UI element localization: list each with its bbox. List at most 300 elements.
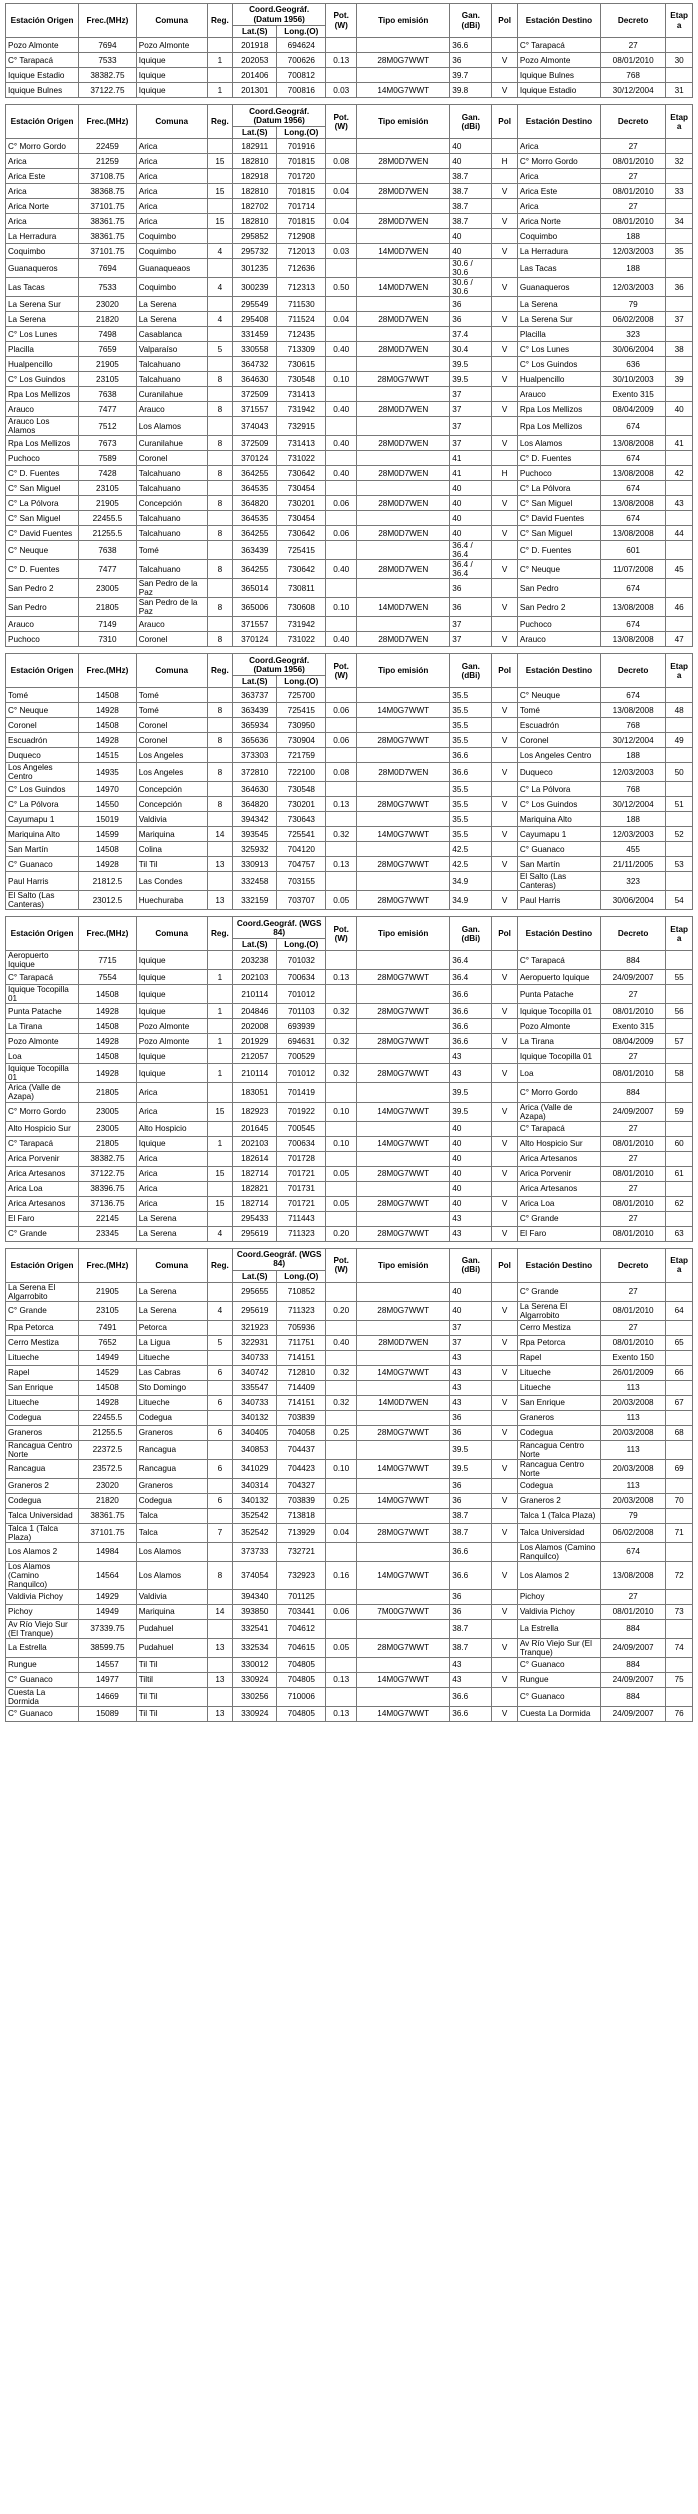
table-cell: 38368.75 bbox=[79, 184, 137, 199]
table-cell bbox=[357, 748, 450, 763]
table-cell bbox=[666, 1508, 693, 1523]
table-cell bbox=[326, 1619, 357, 1638]
table-cell bbox=[357, 1478, 450, 1493]
table-cell: 0.04 bbox=[326, 1523, 357, 1542]
table-row bbox=[6, 244, 693, 259]
table-cell: Sto Domingo bbox=[136, 1380, 207, 1395]
table-cell: 14M0G7WWT bbox=[357, 827, 450, 842]
table-cell: 693939 bbox=[277, 1019, 326, 1034]
table-cell: 36 bbox=[450, 1478, 492, 1493]
table-cell: 14949 bbox=[79, 1350, 137, 1365]
table-cell: 393545 bbox=[233, 827, 277, 842]
table-cell bbox=[492, 951, 517, 970]
header-power: Pot. (W) bbox=[326, 105, 357, 139]
table-cell bbox=[207, 748, 232, 763]
table-row bbox=[6, 970, 693, 985]
table-cell bbox=[357, 1589, 450, 1604]
table-row bbox=[6, 951, 693, 970]
table-cell: V bbox=[492, 857, 517, 872]
table-cell: 08/04/2009 bbox=[600, 402, 665, 417]
table-cell: San Pedro de la Paz bbox=[136, 579, 207, 598]
header-decree: Decreto bbox=[600, 105, 665, 139]
table-cell: Talcahuano bbox=[136, 372, 207, 387]
table-cell: Casablanca bbox=[136, 327, 207, 342]
table-cell bbox=[357, 688, 450, 703]
table-cell: Los Alamos (Camino Ranquilco) bbox=[517, 1542, 600, 1561]
header-commune: Comuna bbox=[136, 654, 207, 688]
table-cell: 113 bbox=[600, 1478, 665, 1493]
header-commune: Comuna bbox=[136, 917, 207, 951]
table-cell: Los Alamos bbox=[517, 436, 600, 451]
table-cell: 36.6 bbox=[450, 1706, 492, 1721]
table-row bbox=[6, 1226, 693, 1241]
table-cell: La Serena Sur bbox=[517, 312, 600, 327]
table-cell: 701714 bbox=[277, 199, 326, 214]
table-row bbox=[6, 68, 693, 83]
table-cell: Pozo Almonte bbox=[6, 38, 79, 53]
table-row bbox=[6, 1657, 693, 1672]
table-cell: 36 bbox=[450, 598, 492, 617]
table-cell: 700626 bbox=[277, 53, 326, 68]
table-cell: 0.25 bbox=[326, 1425, 357, 1440]
table-row bbox=[6, 1064, 693, 1083]
table-cell: 0.05 bbox=[326, 1196, 357, 1211]
table-row bbox=[6, 617, 693, 632]
table-cell: C° D. Fuentes bbox=[6, 560, 79, 579]
table-cell: 6 bbox=[207, 1395, 232, 1410]
table-cell: 1 bbox=[207, 1136, 232, 1151]
table-cell: Concepción bbox=[136, 782, 207, 797]
table-cell: 7477 bbox=[79, 402, 137, 417]
table-cell: 38396.75 bbox=[79, 1181, 137, 1196]
table-cell bbox=[666, 1049, 693, 1064]
table-cell: 601 bbox=[600, 541, 665, 560]
table-cell: 28M0D7WEN bbox=[357, 560, 450, 579]
table-cell: 7M00G7WWT bbox=[357, 1604, 450, 1619]
table-cell: 14984 bbox=[79, 1542, 137, 1561]
table-cell: 340733 bbox=[233, 1350, 277, 1365]
table-cell: 69 bbox=[666, 1459, 693, 1478]
table-cell: 36 bbox=[450, 1589, 492, 1604]
table-cell: 48 bbox=[666, 703, 693, 718]
table-cell: 674 bbox=[600, 481, 665, 496]
table-cell: 4 bbox=[207, 312, 232, 327]
table-row bbox=[6, 417, 693, 436]
table-cell: 325932 bbox=[233, 842, 277, 857]
table-cell: 23105 bbox=[79, 481, 137, 496]
table-cell: 202103 bbox=[233, 1136, 277, 1151]
table-cell bbox=[326, 481, 357, 496]
table-row bbox=[6, 1102, 693, 1121]
table-cell: 332541 bbox=[233, 1619, 277, 1638]
table-cell: Duqueco bbox=[6, 748, 79, 763]
table-cell bbox=[326, 951, 357, 970]
table-cell: 201645 bbox=[233, 1121, 277, 1136]
table-cell: Valdivia bbox=[136, 1589, 207, 1604]
table-cell: 23005 bbox=[79, 1121, 137, 1136]
table-cell: 14M0G7WWT bbox=[357, 1136, 450, 1151]
table-row bbox=[6, 1395, 693, 1410]
table-cell: Alto Hospicio bbox=[136, 1121, 207, 1136]
table-cell: 37 bbox=[450, 387, 492, 402]
table-cell bbox=[326, 842, 357, 857]
table-cell bbox=[492, 688, 517, 703]
table-cell: 40 bbox=[450, 139, 492, 154]
table-cell: Hualpencillo bbox=[6, 357, 79, 372]
table-cell: C° Los Lunes bbox=[6, 327, 79, 342]
table-cell: C° David Fuentes bbox=[6, 526, 79, 541]
table-cell: 182714 bbox=[233, 1196, 277, 1211]
table-cell bbox=[492, 579, 517, 598]
table-cell: C° Tarapacá bbox=[517, 1121, 600, 1136]
table-cell: C° D. Fuentes bbox=[6, 466, 79, 481]
table-cell: V bbox=[492, 436, 517, 451]
table-cell: 13/08/2008 bbox=[600, 1561, 665, 1589]
table-cell: 38.7 bbox=[450, 199, 492, 214]
table-cell bbox=[666, 1121, 693, 1136]
table-cell: Tomé bbox=[517, 703, 600, 718]
table-cell: Duqueco bbox=[517, 763, 600, 782]
table-cell: V bbox=[492, 1604, 517, 1619]
header-polarization: Pol bbox=[492, 917, 517, 951]
table-cell: Coronel bbox=[6, 718, 79, 733]
table-cell: 61 bbox=[666, 1166, 693, 1181]
header-gain: Gan. (dBi) bbox=[450, 4, 492, 38]
table-cell: 694624 bbox=[277, 38, 326, 53]
table-cell: Talca bbox=[136, 1523, 207, 1542]
table-cell: 08/01/2010 bbox=[600, 214, 665, 229]
table-cell: 42.5 bbox=[450, 857, 492, 872]
header-emission-type: Tipo emisión bbox=[357, 917, 450, 951]
header-destination: Estación Destino bbox=[517, 654, 600, 688]
table-cell: Rpa Petorca bbox=[517, 1335, 600, 1350]
table-row bbox=[6, 526, 693, 541]
table-cell: 41 bbox=[450, 466, 492, 481]
table-cell: 13/08/2008 bbox=[600, 526, 665, 541]
table-cell: Mariquina Alto bbox=[6, 827, 79, 842]
table-cell: Rancagua Centro Norte bbox=[6, 1440, 79, 1459]
table-cell: 332159 bbox=[233, 891, 277, 910]
table-cell: Los Alamos 2 bbox=[517, 1561, 600, 1589]
table-cell bbox=[207, 1619, 232, 1638]
table-row bbox=[6, 436, 693, 451]
table-cell: 14 bbox=[207, 1604, 232, 1619]
table-cell: 700634 bbox=[277, 1136, 326, 1151]
table-cell: Arica bbox=[136, 1196, 207, 1211]
table-cell bbox=[492, 38, 517, 53]
table-cell bbox=[207, 511, 232, 526]
table-cell: 23020 bbox=[79, 297, 137, 312]
table-cell: Litueche bbox=[136, 1350, 207, 1365]
table-cell: 182714 bbox=[233, 1166, 277, 1181]
table-cell: 394342 bbox=[233, 812, 277, 827]
table-cell: 47 bbox=[666, 632, 693, 647]
table-cell bbox=[492, 1049, 517, 1064]
table-cell: 37 bbox=[450, 1335, 492, 1350]
table-cell: 674 bbox=[600, 511, 665, 526]
table-cell: V bbox=[492, 1672, 517, 1687]
table-cell: 330012 bbox=[233, 1657, 277, 1672]
table-cell: 5 bbox=[207, 342, 232, 357]
table-cell bbox=[492, 1619, 517, 1638]
table-cell: 33 bbox=[666, 184, 693, 199]
table-cell: 40 bbox=[450, 1282, 492, 1301]
table-cell: 75 bbox=[666, 1672, 693, 1687]
table-cell: Punta Patache bbox=[6, 1004, 79, 1019]
table-cell: 36 bbox=[450, 1493, 492, 1508]
table-cell: 49 bbox=[666, 733, 693, 748]
table-row bbox=[6, 53, 693, 68]
table-cell: 704805 bbox=[277, 1706, 326, 1721]
table-cell: Graneros bbox=[517, 1410, 600, 1425]
header-stage: Etapa bbox=[666, 1248, 693, 1282]
table-cell: Talca 1 (Talca Plaza) bbox=[517, 1508, 600, 1523]
table-row bbox=[6, 312, 693, 327]
table-cell: 14970 bbox=[79, 782, 137, 797]
table-cell bbox=[357, 297, 450, 312]
table-cell: 0.04 bbox=[326, 184, 357, 199]
header-gain: Gan. (dBi) bbox=[450, 1248, 492, 1282]
table-cell: 36.6 bbox=[450, 1561, 492, 1589]
table-cell bbox=[207, 451, 232, 466]
table-cell: La Serena bbox=[136, 1282, 207, 1301]
table-cell bbox=[207, 68, 232, 83]
table-cell: 35.5 bbox=[450, 703, 492, 718]
table-cell: 701815 bbox=[277, 154, 326, 169]
table-row bbox=[6, 1151, 693, 1166]
table-cell: 1 bbox=[207, 970, 232, 985]
table-cell: 14977 bbox=[79, 1672, 137, 1687]
table-cell: V bbox=[492, 526, 517, 541]
table-cell: Iquique Tocopilla 01 bbox=[517, 1049, 600, 1064]
table-cell bbox=[666, 812, 693, 827]
table-cell bbox=[207, 1687, 232, 1706]
table-cell: 703441 bbox=[277, 1604, 326, 1619]
table-cell: 28M0D7WEN bbox=[357, 402, 450, 417]
table-cell: 7589 bbox=[79, 451, 137, 466]
table-cell: C° Grande bbox=[517, 1211, 600, 1226]
table-cell: 0.25 bbox=[326, 1493, 357, 1508]
header-emission-type: Tipo emisión bbox=[357, 105, 450, 139]
table-cell bbox=[492, 327, 517, 342]
table-row bbox=[6, 1034, 693, 1049]
table-row bbox=[6, 1523, 693, 1542]
table-cell: 701103 bbox=[277, 1004, 326, 1019]
table-cell: V bbox=[492, 560, 517, 579]
table-cell: 24/09/2007 bbox=[600, 1638, 665, 1657]
table-row bbox=[6, 560, 693, 579]
table-cell: 14550 bbox=[79, 797, 137, 812]
table-cell: C° Morro Gordo bbox=[517, 1083, 600, 1102]
table-cell: Los Alamos 2 bbox=[6, 1542, 79, 1561]
table-cell bbox=[357, 1508, 450, 1523]
table-cell: 295433 bbox=[233, 1211, 277, 1226]
table-cell bbox=[207, 1589, 232, 1604]
table-row bbox=[6, 342, 693, 357]
table-cell: 0.32 bbox=[326, 1395, 357, 1410]
table-cell: Iquique bbox=[136, 1136, 207, 1151]
table-cell bbox=[357, 1320, 450, 1335]
header-frequency: Frec.(MHz) bbox=[79, 4, 137, 38]
table-cell: 59 bbox=[666, 1102, 693, 1121]
table-cell: Aeropuerto Iquique bbox=[517, 970, 600, 985]
table-cell: 364630 bbox=[233, 372, 277, 387]
table-cell bbox=[326, 782, 357, 797]
table-row bbox=[6, 511, 693, 526]
table-cell: 4 bbox=[207, 1301, 232, 1320]
table-cell: 30.4 bbox=[450, 342, 492, 357]
table-cell: 0.32 bbox=[326, 1365, 357, 1380]
table-cell: 43 bbox=[450, 1365, 492, 1380]
table-cell: C° Morro Gordo bbox=[517, 154, 600, 169]
table-cell: 0.03 bbox=[326, 244, 357, 259]
table-cell: C° Morro Gordo bbox=[6, 139, 79, 154]
table-row bbox=[6, 688, 693, 703]
table-cell: V bbox=[492, 1064, 517, 1083]
table-cell: 701731 bbox=[277, 1181, 326, 1196]
table-cell: 43 bbox=[666, 496, 693, 511]
table-cell: 14669 bbox=[79, 1687, 137, 1706]
table-cell: Iquique bbox=[136, 68, 207, 83]
table-cell bbox=[492, 451, 517, 466]
table-cell: 28M0G7WWT bbox=[357, 1166, 450, 1181]
table-cell: 36.6 bbox=[450, 985, 492, 1004]
table-cell bbox=[207, 38, 232, 53]
table-cell: Arica (Valle de Azapa) bbox=[517, 1102, 600, 1121]
table-cell: 34.9 bbox=[450, 872, 492, 891]
table-cell: 7694 bbox=[79, 259, 137, 278]
table-cell: C° La Pólvora bbox=[6, 797, 79, 812]
table-cell: H bbox=[492, 466, 517, 481]
table-row bbox=[6, 154, 693, 169]
table-cell bbox=[357, 451, 450, 466]
table-cell: 37101.75 bbox=[79, 1523, 137, 1542]
table-cell: 65 bbox=[666, 1335, 693, 1350]
table-cell: Tomé bbox=[136, 703, 207, 718]
table-cell bbox=[326, 451, 357, 466]
table-cell: San Pedro bbox=[6, 598, 79, 617]
table-cell: 43 bbox=[450, 1049, 492, 1064]
table-cell: V bbox=[492, 970, 517, 985]
table-row bbox=[6, 1083, 693, 1102]
table-cell: 39.8 bbox=[450, 83, 492, 98]
table-cell bbox=[357, 511, 450, 526]
table-cell bbox=[207, 812, 232, 827]
table-cell: C° Guanaco bbox=[517, 1657, 600, 1672]
header-latitude: Lat.(S) bbox=[233, 127, 277, 139]
table-cell: Talca Universidad bbox=[6, 1508, 79, 1523]
table-cell bbox=[326, 327, 357, 342]
table-cell bbox=[357, 139, 450, 154]
header-longitude: Long.(O) bbox=[277, 127, 326, 139]
table-cell: La Serena Sur bbox=[6, 297, 79, 312]
table-cell: 28M0G7WWT bbox=[357, 857, 450, 872]
table-cell: 295655 bbox=[233, 1282, 277, 1301]
header-coordinates: Coord.Geográf. (Datum 1956) bbox=[233, 4, 326, 26]
table-cell: C° Los Guindos bbox=[6, 782, 79, 797]
table-cell: 14M0D7WEN bbox=[357, 598, 450, 617]
table-row bbox=[6, 1350, 693, 1365]
table-cell: 36.6 bbox=[450, 1687, 492, 1706]
table-cell: 08/01/2010 bbox=[600, 1136, 665, 1151]
table-cell: 21805 bbox=[79, 1136, 137, 1151]
table-cell: 40 bbox=[450, 244, 492, 259]
table-cell: 14M0G7WWT bbox=[357, 703, 450, 718]
header-decree: Decreto bbox=[600, 1248, 665, 1282]
table-cell: Talca Universidad bbox=[517, 1523, 600, 1542]
table-cell: 35.5 bbox=[450, 733, 492, 748]
table-cell bbox=[326, 1687, 357, 1706]
table-cell bbox=[326, 139, 357, 154]
table-cell bbox=[207, 1542, 232, 1561]
table-cell: 703707 bbox=[277, 891, 326, 910]
table-cell: Iquique Estadio bbox=[517, 83, 600, 98]
table-cell: 27 bbox=[600, 1181, 665, 1196]
header-commune: Comuna bbox=[136, 1248, 207, 1282]
table-cell bbox=[207, 541, 232, 560]
table-cell: 08/01/2010 bbox=[600, 1604, 665, 1619]
table-cell bbox=[492, 259, 517, 278]
table-cell bbox=[666, 985, 693, 1004]
table-cell bbox=[666, 1083, 693, 1102]
table-cell: Rapel bbox=[517, 1350, 600, 1365]
table-cell: 28M0D7WEN bbox=[357, 214, 450, 229]
table-cell bbox=[326, 357, 357, 372]
table-row bbox=[6, 169, 693, 184]
table-cell bbox=[666, 718, 693, 733]
table-cell: C° San Miguel bbox=[6, 511, 79, 526]
table-cell bbox=[326, 1181, 357, 1196]
table-cell: Las Cabras bbox=[136, 1365, 207, 1380]
table-cell bbox=[326, 617, 357, 632]
header-decree: Decreto bbox=[600, 4, 665, 38]
table-cell: 36.4 / 36.4 bbox=[450, 541, 492, 560]
table-cell: 331459 bbox=[233, 327, 277, 342]
table-cell: 182821 bbox=[233, 1181, 277, 1196]
table-cell: 38599.75 bbox=[79, 1638, 137, 1657]
table-cell bbox=[326, 1049, 357, 1064]
table-cell: 363439 bbox=[233, 541, 277, 560]
table-cell: 36 bbox=[450, 312, 492, 327]
table-cell: 22145 bbox=[79, 1211, 137, 1226]
table-cell: 712636 bbox=[277, 259, 326, 278]
table-cell: 38361.75 bbox=[79, 1508, 137, 1523]
table-cell: V bbox=[492, 1004, 517, 1019]
table-cell: 712435 bbox=[277, 327, 326, 342]
table-cell: Arica bbox=[6, 154, 79, 169]
table-cell: 704805 bbox=[277, 1672, 326, 1687]
table-cell: Exento 315 bbox=[600, 387, 665, 402]
header-polarization: Pol bbox=[492, 105, 517, 139]
table-cell: 202103 bbox=[233, 970, 277, 985]
table-cell: 330924 bbox=[233, 1672, 277, 1687]
table-cell: 14M0G7WWT bbox=[357, 1561, 450, 1589]
table-cell bbox=[357, 782, 450, 797]
table-cell: 43 bbox=[450, 1672, 492, 1687]
table-cell bbox=[666, 1657, 693, 1672]
table-cell: Pichoy bbox=[6, 1604, 79, 1619]
table-cell: C° Tarapacá bbox=[6, 1136, 79, 1151]
table-cell bbox=[207, 872, 232, 891]
table-cell: V bbox=[492, 53, 517, 68]
table-cell bbox=[666, 1282, 693, 1301]
table-cell: 301235 bbox=[233, 259, 277, 278]
table-cell: Coquimbo bbox=[6, 244, 79, 259]
table-cell: 34 bbox=[666, 214, 693, 229]
table-cell: 13/08/2008 bbox=[600, 436, 665, 451]
table-cell: C° Tarapacá bbox=[517, 38, 600, 53]
table-cell: Talcahuano bbox=[136, 560, 207, 579]
